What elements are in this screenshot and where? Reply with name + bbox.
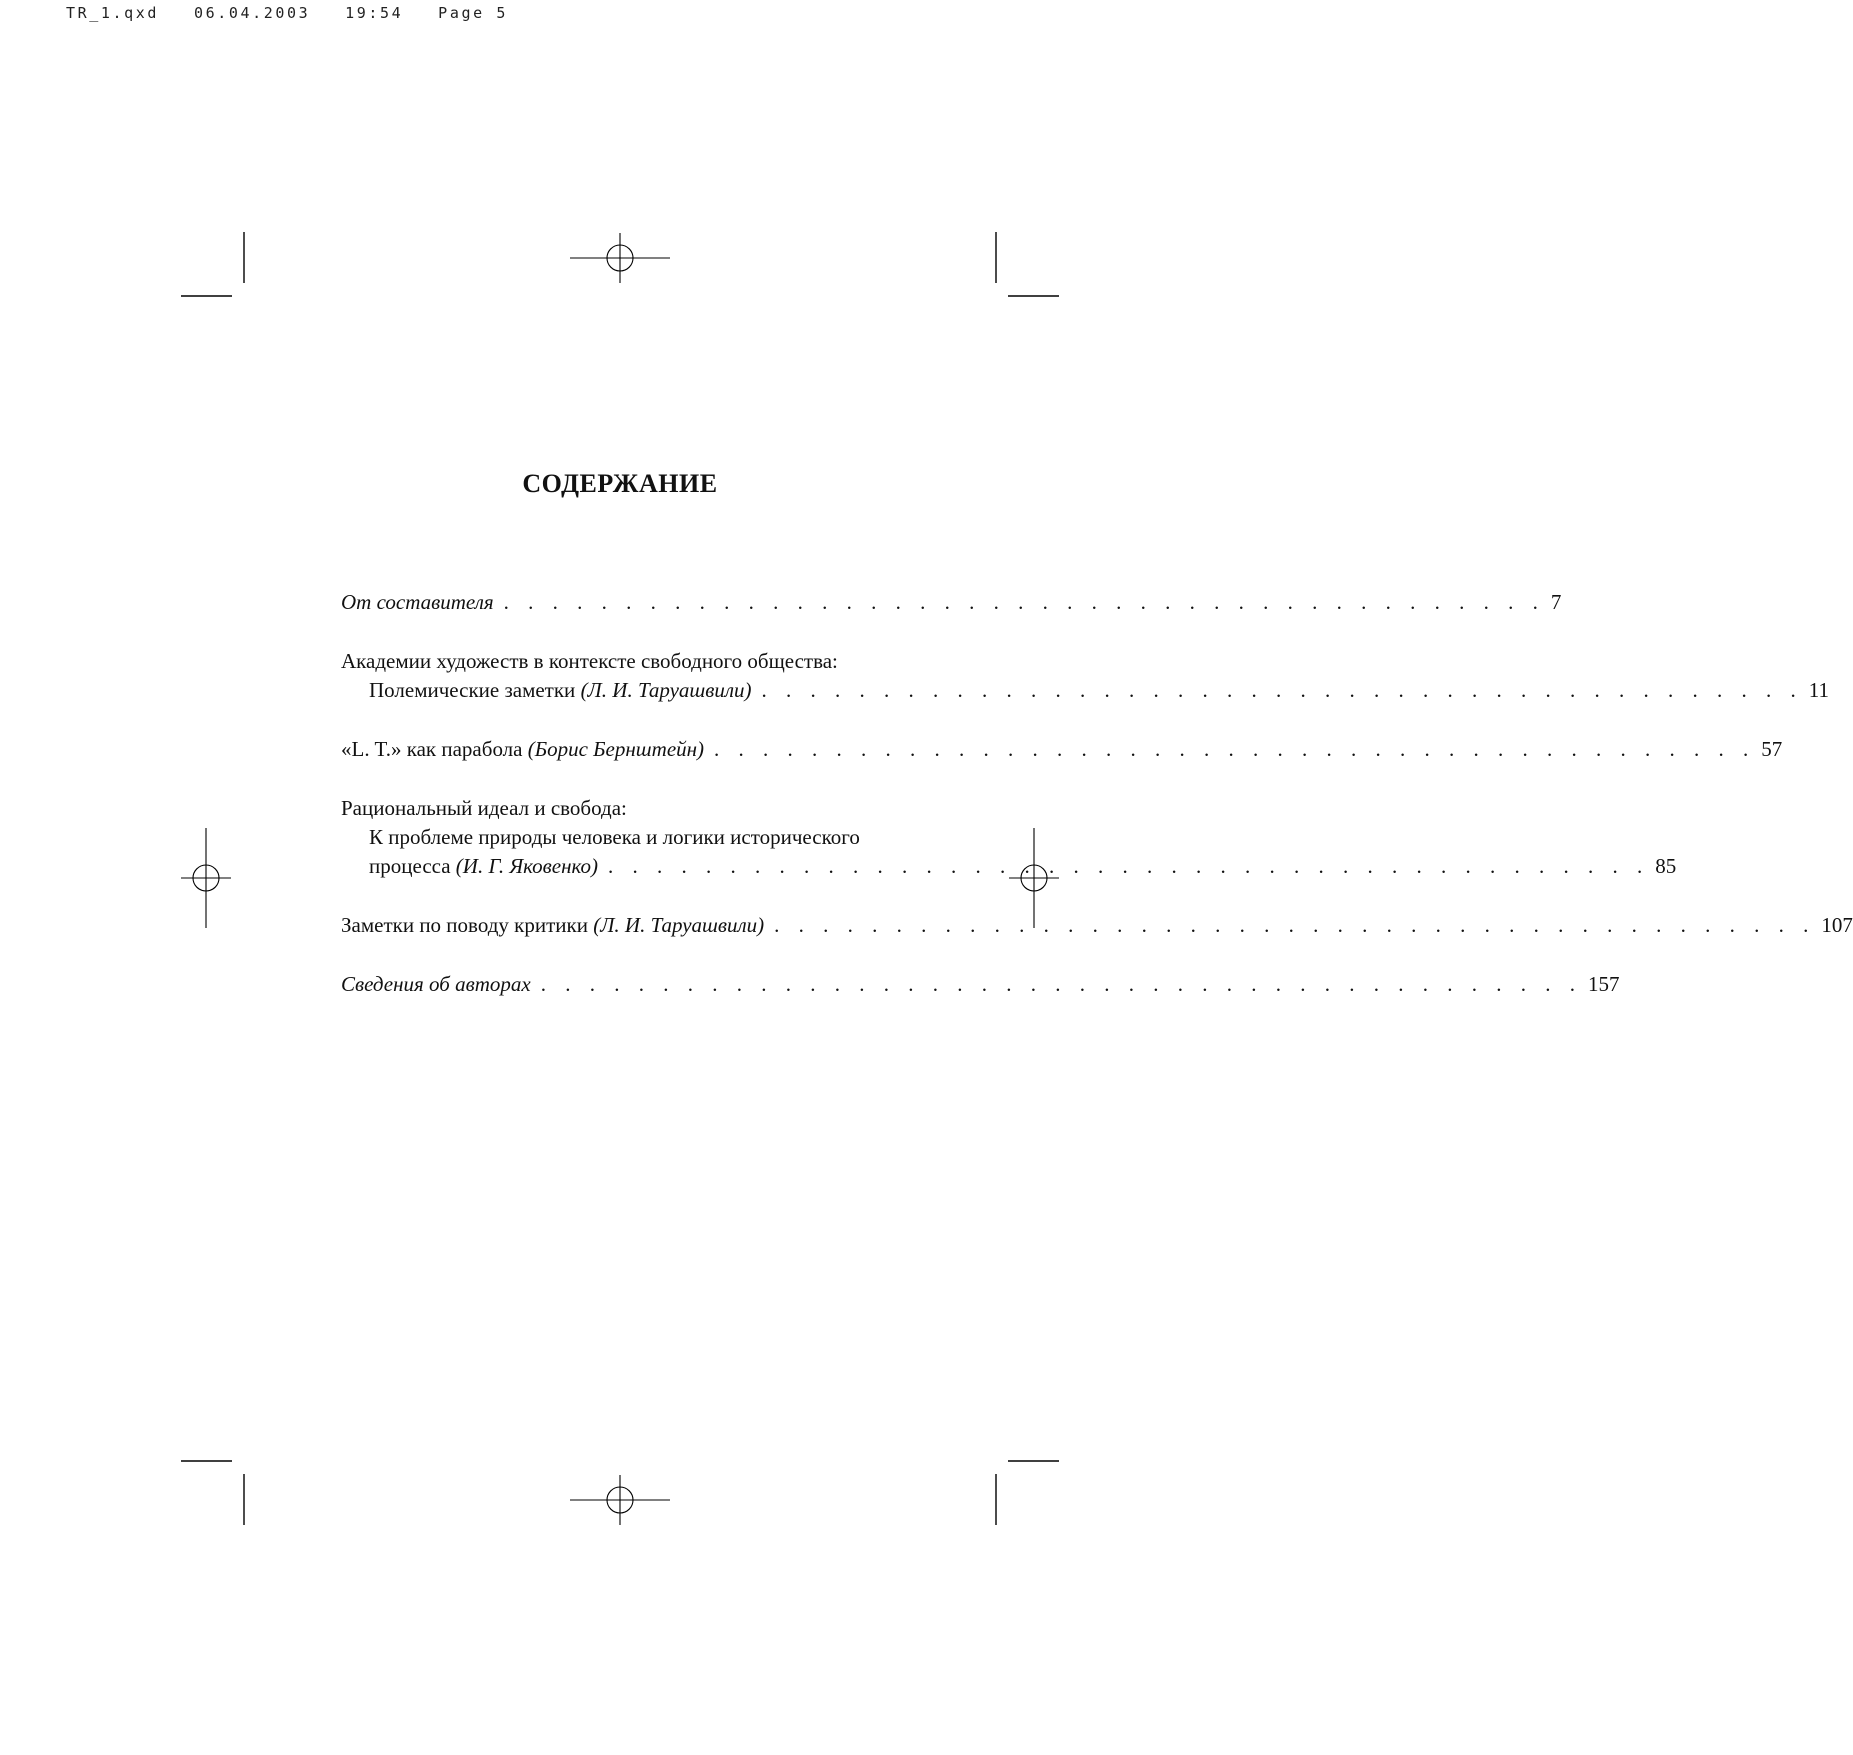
registration-mark-bottom [570, 1475, 670, 1525]
toc-entry-title: Сведения об авторах [341, 972, 531, 996]
dot-leader: . . . . . . . . . . . . . . . . . . . . . . . . . . . . . . . . . . . . . . . . . . . [774, 913, 1816, 937]
toc-entry-title: От составителя [341, 590, 494, 614]
toc-page-number: 157 [1587, 972, 1620, 996]
toc-entry-title: Академии художеств в контексте свободного общества: [341, 649, 838, 673]
toc-page-number: 57 [1761, 737, 1783, 761]
dot-leader: . . . . . . . . . . . . . . . . . . . . . . . . . . . . . . . . . . . . . . . . . . . [608, 854, 1650, 878]
toc-page-number: 11 [1808, 678, 1830, 702]
toc-entry-author: (Л. И. Таруашвили) [580, 678, 752, 702]
toc-entry-parabola[interactable] [341, 735, 1783, 764]
toc-page-number: 107 [1821, 913, 1853, 937]
toc-entry-academies[interactable] [341, 647, 1830, 705]
toc-entry-foreword[interactable] [341, 588, 1562, 617]
toc-entry-subtitle: Полемические заметки [369, 678, 576, 702]
table-of-contents [341, 588, 1853, 999]
dot-leader: . . . . . . . . . . . . . . . . . . . . . . . . . . . . . . . . . . . . . . . . . . . [761, 678, 1803, 702]
toc-entry-critique-notes[interactable] [341, 911, 1853, 940]
dot-leader: . . . . . . . . . . . . . . . . . . . . . . . . . . . . . . . . . . . . . . . . . . . [503, 590, 1545, 614]
toc-entry-rational-ideal[interactable] [341, 794, 1677, 881]
toc-entry-subtitle: К проблеме природы человека и логики исторического [369, 825, 860, 849]
toc-entry-title: «L. T.» как парабола [341, 737, 523, 761]
toc-page-number: 85 [1655, 854, 1677, 878]
registration-mark-top [570, 233, 670, 283]
toc-entry-author: (Борис Бернштейн) [527, 737, 705, 761]
registration-mark-left [181, 828, 231, 928]
print-slug: TR_1.qxd 06.04.2003 19:54 Page 5 [66, 4, 508, 22]
toc-entry-title: Рациональный идеал и свобода: [341, 796, 627, 820]
toc-entry-authors-info[interactable] [341, 970, 1620, 999]
dot-leader: . . . . . . . . . . . . . . . . . . . . . . . . . . . . . . . . . . . . . . . . . . . [714, 737, 1756, 761]
toc-entry-subtitle-cont: процесса [369, 854, 451, 878]
dot-leader: . . . . . . . . . . . . . . . . . . . . . . . . . . . . . . . . . . . . . . . . . . . [540, 972, 1582, 996]
page-title: СОДЕРЖАНИЕ [522, 469, 718, 498]
toc-page-number: 7 [1550, 590, 1562, 614]
toc-entry-title: Заметки по поводу критики [341, 913, 588, 937]
toc-entry-author: (Л. И. Таруашвили) [593, 913, 765, 937]
toc-entry-author: (И. Г. Яковенко) [455, 854, 599, 878]
